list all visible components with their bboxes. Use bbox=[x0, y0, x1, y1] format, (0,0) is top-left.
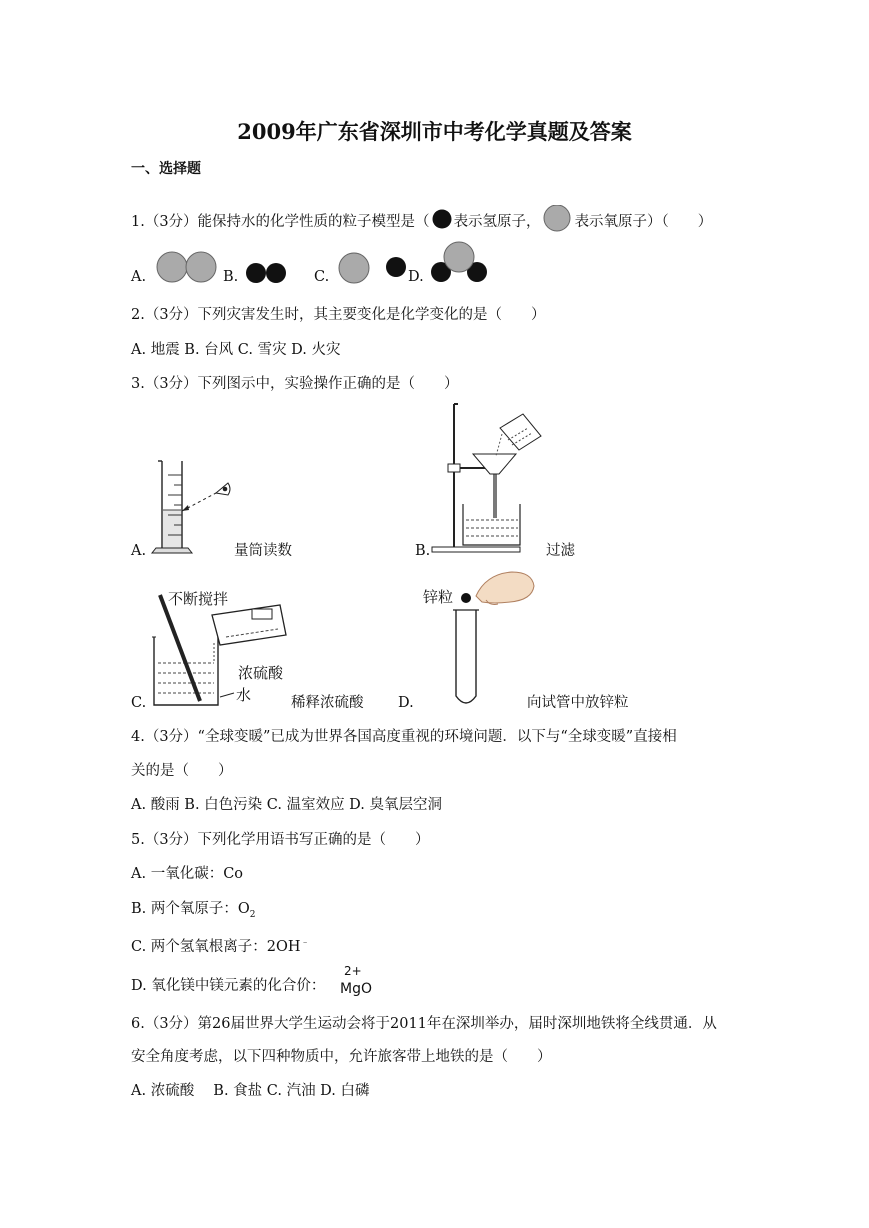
q3-d-letter: D. bbox=[398, 695, 414, 711]
q1-option-b-letter: B. bbox=[223, 269, 239, 285]
q3-d-label-zinc: 锌粒 bbox=[423, 588, 454, 606]
q5-option-b bbox=[131, 900, 256, 924]
q1-option-d-model bbox=[428, 240, 490, 286]
q2-stem: 2.（3分）下列灾害发生时，其主要变化是化学变化的是（ ） bbox=[131, 307, 546, 323]
q3-c-label-acid: 浓硫酸 bbox=[238, 664, 284, 682]
q1-stem bbox=[131, 205, 712, 233]
test-tube-figure bbox=[440, 566, 540, 712]
filtration-figure bbox=[428, 400, 553, 558]
q5-option-b-text: B. 两个氧原子：O bbox=[131, 901, 250, 917]
q3-b-caption: 过滤 bbox=[546, 543, 575, 559]
q5-option-d-formula: MgO bbox=[340, 981, 372, 997]
q4-stem-line1: 4.（3分）“全球变暖”已成为世界各国高度重视的环境问题．以下与“全球变暖”直接相 bbox=[131, 729, 677, 745]
q4-stem-line2: 关的是（ ） bbox=[131, 763, 233, 779]
q3-a-caption: 量筒读数 bbox=[234, 543, 292, 559]
q1-stem-c: 表示氧原子）（ ） bbox=[574, 214, 713, 230]
q1-option-d-letter: D. bbox=[408, 269, 424, 285]
q1-option-c-letter: C. bbox=[314, 269, 330, 285]
q3-a-letter: A. bbox=[131, 543, 147, 559]
q1-option-b-model bbox=[245, 262, 289, 284]
q1-option-a-letter: A. bbox=[131, 269, 147, 285]
hydrogen-atom-icon bbox=[431, 209, 453, 231]
q5-option-d-charge: 2+ bbox=[344, 964, 362, 978]
q6-options: A. 浓硫酸 B. 食盐 C. 汽油 D. 白磷 bbox=[131, 1083, 370, 1099]
q2-options: A. 地震 B. 台风 C. 雪灾 D. 火灾 bbox=[131, 342, 341, 358]
q1-stem-b: 表示氢原子， bbox=[453, 214, 541, 230]
q1-option-a-model bbox=[155, 250, 220, 284]
q1-option-c-model bbox=[337, 252, 409, 286]
q5-option-b-subscript: 2 bbox=[249, 909, 256, 920]
section-heading: 一、选择题 bbox=[131, 161, 201, 177]
q3-b-letter: B. bbox=[415, 543, 431, 559]
q3-c-label-stir: 不断搅拌 bbox=[168, 590, 229, 608]
page-title: 2009年广东省深圳市中考化学真题及答案 bbox=[237, 119, 632, 144]
q3-d-caption: 向试管中放锌粒 bbox=[527, 695, 629, 711]
q6-stem-line2: 安全角度考虑，以下四种物质中，允许旅客带上地铁的是（ ） bbox=[131, 1049, 552, 1065]
q5-option-a: A. 一氧化碳：Co bbox=[131, 866, 244, 882]
q3-c-label-water: 水 bbox=[236, 686, 252, 704]
q3-stem: 3.（3分）下列图示中，实验操作正确的是（ ） bbox=[131, 376, 459, 392]
q5-option-c-text: C. 两个氢氧根离子：2OH bbox=[131, 938, 301, 955]
q5-option-d: D. 氧化镁中镁元素的化合价： bbox=[131, 978, 326, 994]
q4-options: A. 酸雨 B. 白色污染 C. 温室效应 D. 臭氧层空洞 bbox=[131, 797, 443, 813]
oxygen-atom-icon bbox=[542, 205, 574, 233]
graduated-cylinder-figure bbox=[148, 455, 243, 560]
q5-option-c-superscript: ﹣ bbox=[300, 938, 310, 948]
q6-stem-line1: 6.（3分）第26届世界大学生运动会将于2011年在深圳举办，届时深圳地铁将全线贯通．从 bbox=[131, 1016, 717, 1032]
q1-stem-a: 1.（3分）能保持水的化学性质的粒子模型是（ bbox=[131, 214, 430, 230]
q5-stem: 5.（3分）下列化学用语书写正确的是（ ） bbox=[131, 832, 430, 848]
q5-option-c bbox=[131, 934, 310, 956]
q3-c-caption: 稀释浓硫酸 bbox=[291, 695, 364, 711]
q3-c-letter: C. bbox=[131, 695, 147, 711]
